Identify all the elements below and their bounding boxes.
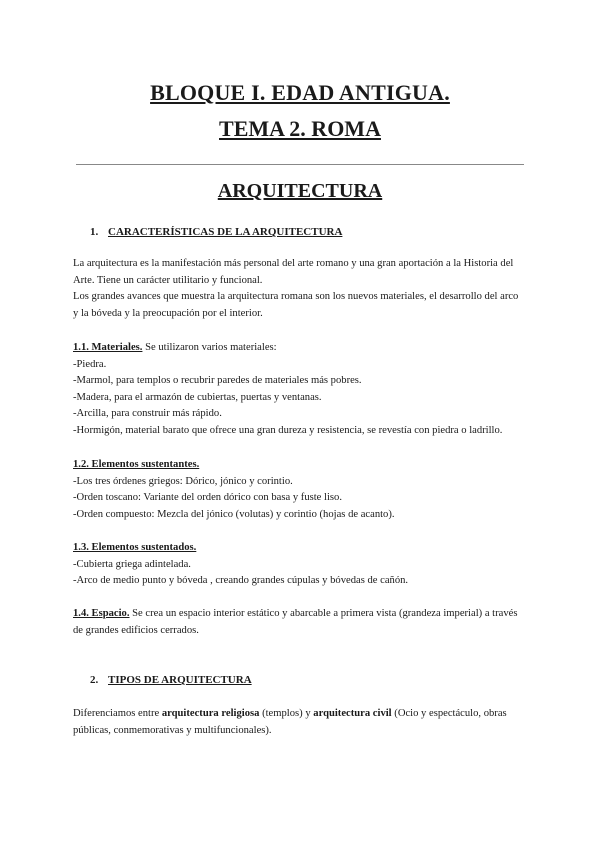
list-item: -Arcilla, para construir más rápido. [73,408,222,420]
p-end: (Ocio y espectáculo, obras [391,708,507,719]
supports-label: 1.2. Elementos sustentantes. [73,459,200,470]
supports-heading-line [73,457,529,474]
intro-line: Arte. Tiene un carácter utilitario y funcional. [73,274,263,286]
section-2-heading-text: TIPOS DE ARQUITECTURA [108,674,252,686]
materials-label: 1.1. Materiales. [73,342,143,353]
list-item: -Piedra. [73,358,107,370]
section-2-heading [90,674,252,686]
religious-architecture: arquitectura religiosa [161,708,260,719]
section-1-intro [73,256,529,322]
section-1-number: 1. [90,226,99,238]
list-item: -Marmol, para templos o recubrir paredes de materiales más pobres. [73,375,362,387]
section-2-paragraph [73,706,529,739]
document-title: BLOQUE I. EDAD ANTIGUA. [150,80,450,105]
section-1-heading-text: CARACTERÍSTICAS DE LA ARQUITECTURA [108,226,343,238]
materials-heading-line [73,340,529,357]
list-item: -Madera, para el armazón de cubiertas, puertas y ventanas. [73,391,322,403]
materials-block [73,340,529,440]
section-2-number: 2. [90,674,99,686]
section-title: ARQUITECTURA [217,180,383,202]
list-item: -Orden toscano: Variante del orden dórico con basa y fuste liso. [73,492,342,504]
supported-heading-line [73,540,529,557]
list-item: -Orden compuesto: Mezcla del jónico (volutas) y corintio (hojas de acanto). [73,508,395,520]
p-start: Diferenciamos entre [73,708,162,719]
list-item: -Hormigón, material barato que ofrece una gran dureza y resistencia, se revestía con piedra o ladrillo. [73,424,503,436]
space-text-2: de grandes edificios cerrados. [73,624,199,636]
space-text-1: Se crea un espacio interior estático y abarcable a primera vista (grandeza imperial) a través [129,608,518,619]
materials-intro: Se utilizaron varios materiales: [142,342,277,353]
supported-block [73,540,529,590]
section-2-line-2: públicas, conmemorativas y multifuncionales). [73,724,272,736]
space-label: 1.4. Espacio. [73,608,130,619]
section-1-heading [90,226,342,238]
space-block [73,606,529,639]
section-2-line-1 [73,706,529,723]
p-mid: (templos) y [259,708,314,719]
list-item: -Arco de medio punto y bóveda , creando grandes cúpulas y bóvedas de cañón. [73,575,409,587]
space-line-1 [73,606,529,623]
intro-line: Los grandes avances que muestra la arquitectura romana son los nuevos materiales, el desarrollo del arco [73,291,519,303]
civil-architecture: arquitectura civil [313,708,392,719]
intro-line: La arquitectura es la manifestación más personal del arte romano y una gran aportación a la Historia del [73,258,514,269]
list-item: -Cubierta griega adintelada. [73,558,191,570]
document-subtitle: TEMA 2. ROMA [219,116,381,141]
intro-line: y la bóveda y la preocupación por el interior. [73,307,263,319]
supports-block [73,457,529,523]
supported-label: 1.3. Elementos sustentados. [73,542,197,553]
horizontal-divider [76,164,524,165]
list-item: -Los tres órdenes griegos: Dórico, jónico y corintio. [73,475,293,487]
